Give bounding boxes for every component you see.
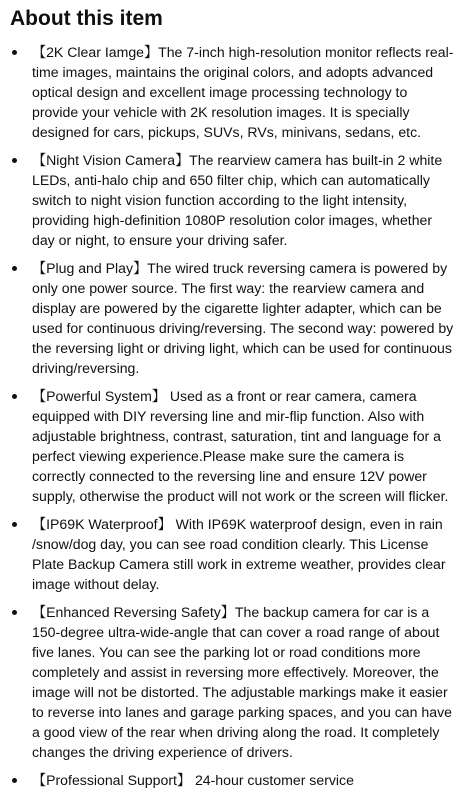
feature-bullet — [10, 514, 457, 594]
feature-bullet-text: 【Night Vision Camera】The rearview camera has built-in 2 white LEDs, anti-halo chip and 650 filter chip, which can automatically switch to night vision function according to the light intensity, providing high-definition 1080P resolution color images, whether day or night, to ensure your driving safer. — [32, 152, 443, 248]
bullet-dot-icon — [12, 522, 17, 527]
bullet-dot-icon — [12, 610, 17, 615]
feature-bullet — [10, 150, 457, 250]
feature-bullet-text: 【Plug and Play】The wired truck reversing camera is powered by only one power source. The first way: the rearview camera and display are powered by the cigarette lighter adapter, which can be used for continuous driving/reversing. The second way: powered by the reversing light or driving light, which can be used for continuous driving/reversing. — [32, 260, 454, 376]
feature-bullet — [10, 602, 457, 762]
bullet-dot-icon — [12, 266, 17, 271]
feature-bullet-text: 【Enhanced Reversing Safety】The backup camera for car is a 150-degree ultra-wide-angle that can cover a road range of about five lanes. You can see the parking lot or road conditions more completely and assist in reversing more effectively. Moreover, the image will not be distorted. The adjustable markings make it easier to reverse into lanes and garage parking spaces, and you can have a good view of the rear when driving along the road. It completely changes the driving experience of drivers. — [32, 604, 452, 760]
section-title: About this item — [10, 7, 163, 30]
feature-bullet-list — [10, 42, 457, 790]
feature-bullet — [10, 42, 457, 142]
bullet-dot-icon — [12, 394, 17, 399]
feature-bullet — [10, 386, 457, 506]
feature-bullet-text: 【2K Clear Iamge】The 7-inch high-resolution monitor reflects real-time images, maintains the original colors, and adopts advanced optical design and excellent image processing technology to provide your vehicle with 2K resolution images. It is specially designed for cars, pickups, SUVs, RVs, minivans, sedans, etc. — [32, 44, 454, 140]
feature-bullet — [10, 770, 457, 790]
bullet-dot-icon — [12, 50, 17, 55]
bullet-dot-icon — [12, 158, 17, 163]
feature-bullet-text: 【Powerful System】 Used as a front or rear camera, camera equipped with DIY reversing line and mir-flip function. Also with adjustable brightness, contrast, saturation, tint and language for a perfect viewing experience.Please make sure the camera is correctly connected to the reversing line and ensure 12V power supply, otherwise the product will not work or the screen will flicker. — [32, 388, 449, 504]
feature-bullet-text: 【Professional Support】 24-hour customer service — [32, 772, 354, 788]
feature-bullet — [10, 258, 457, 378]
feature-bullet-text: 【IP69K Waterproof】 With IP69K waterproof design, even in rain /snow/dog day, you can see road condition clearly. This License Plate Backup Camera still work in extreme weather, provides clear image without delay. — [32, 516, 446, 592]
bullet-dot-icon — [12, 778, 17, 783]
